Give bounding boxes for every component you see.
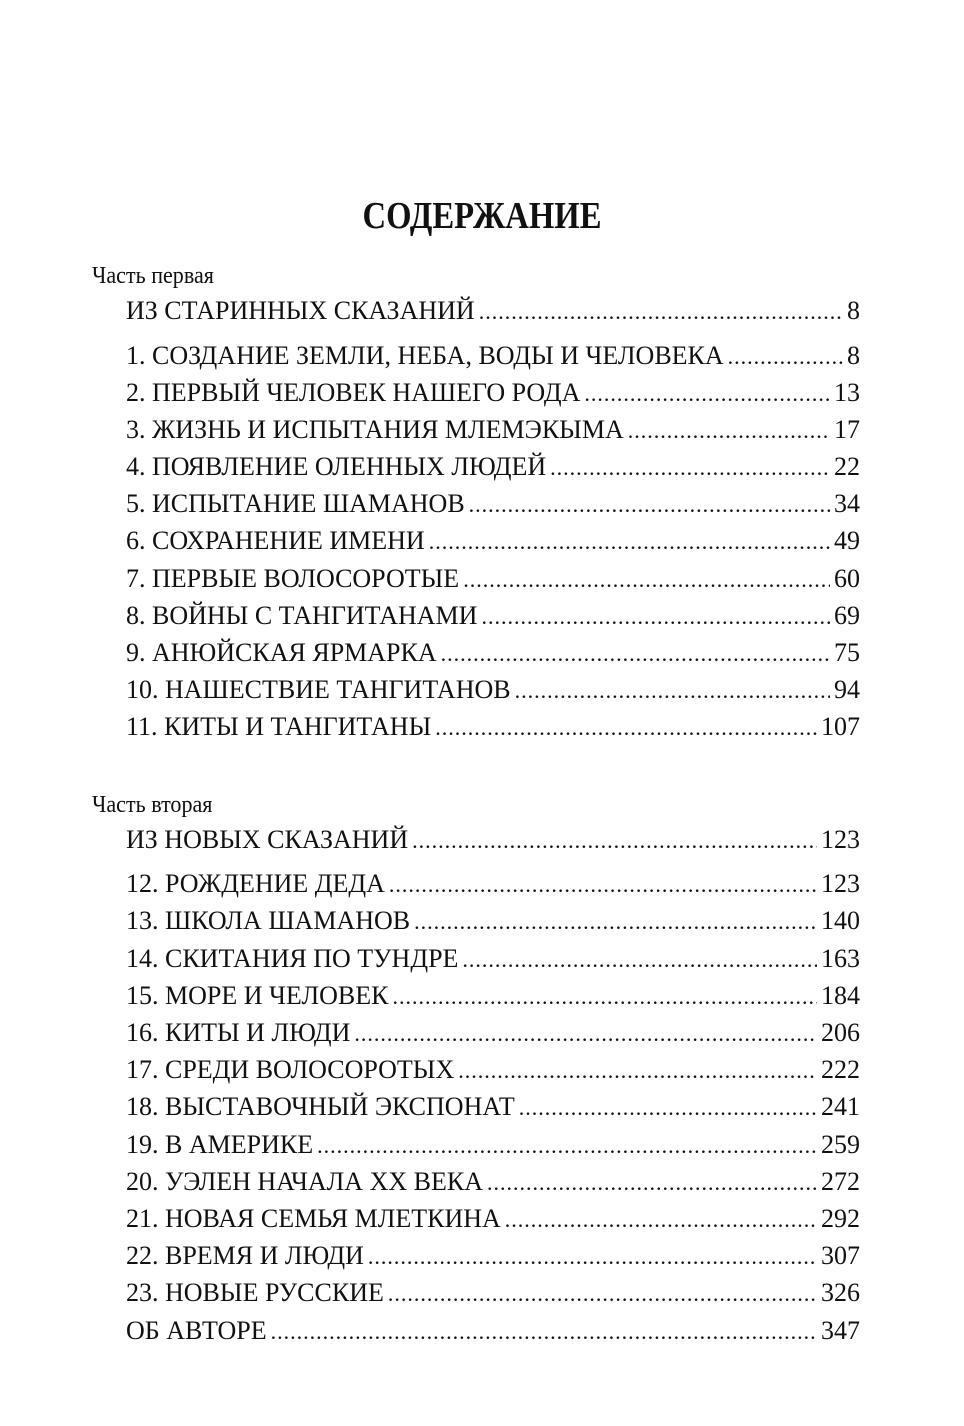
toc-section-heading[interactable] [126, 822, 860, 858]
toc-entry[interactable] [126, 941, 860, 977]
dot-leader [271, 1314, 817, 1350]
dot-leader [728, 339, 843, 375]
toc-entry[interactable] [126, 598, 860, 634]
toc-entry-title: 4. ПОЯВЛЕНИЕ ОЛЕННЫХ ЛЮДЕЙ [126, 452, 547, 481]
toc-entry-title: 10. НАШЕСТВИЕ ТАНГИТАНОВ [126, 675, 511, 704]
toc-entry[interactable] [126, 1015, 860, 1051]
toc-entry-title: 20. УЭЛЕН НАЧАЛА XX ВЕКА [126, 1167, 483, 1196]
toc-entry[interactable] [126, 1089, 860, 1125]
toc-page-number: 123 [821, 825, 860, 854]
toc-page-number: 69 [834, 601, 860, 630]
dot-leader [429, 524, 830, 560]
toc-entry[interactable] [126, 1313, 860, 1349]
dot-leader [414, 904, 817, 940]
page-title: СОДЕРЖАНИЕ [362, 195, 602, 237]
toc-page-number: 34 [834, 489, 860, 518]
dot-leader [519, 1090, 817, 1126]
dot-leader [505, 1202, 817, 1238]
toc-entry-title: 1. СОЗДАНИЕ ЗЕМЛИ, НЕБА, ВОДЫ И ЧЕЛОВЕКА [126, 341, 724, 370]
dot-leader [368, 1239, 817, 1275]
toc-entry[interactable] [126, 635, 860, 671]
dot-leader [469, 487, 830, 523]
dot-leader [584, 376, 830, 412]
toc-entry[interactable] [126, 523, 860, 559]
toc-entry[interactable] [126, 1238, 860, 1274]
toc-page-number: 140 [821, 906, 860, 935]
toc-page-number: 326 [821, 1278, 860, 1307]
toc-page-number: 94 [834, 675, 860, 704]
toc-entry[interactable] [126, 449, 860, 485]
toc-entry-title: 15. МОРЕ И ЧЕЛОВЕК [126, 981, 389, 1010]
toc-entry-title: 8. ВОЙНЫ С ТАНГИТАНАМИ [126, 601, 478, 630]
toc-entry-title: 6. СОХРАНЕНИЕ ИМЕНИ [126, 526, 425, 555]
toc-entry-title: 2. ПЕРВЫЙ ЧЕЛОВЕК НАШЕГО РОДА [126, 378, 581, 407]
toc-section-title: ИЗ НОВЫХ СКАЗАНИЙ [126, 825, 409, 854]
toc-page-number: 259 [821, 1130, 860, 1159]
toc-entry[interactable] [126, 978, 860, 1014]
toc-page-number: 17 [834, 415, 860, 444]
dot-leader [412, 823, 817, 859]
toc-entry-title: 16. КИТЫ И ЛЮДИ [126, 1018, 351, 1047]
toc-entry-title: 7. ПЕРВЫЕ ВОЛОСОРОТЫЕ [126, 564, 460, 593]
toc-entry-title: 21. НОВАЯ СЕМЬЯ МЛЕТКИНА [126, 1204, 501, 1233]
toc-entry[interactable] [126, 672, 860, 708]
toc-page-number: 292 [821, 1204, 860, 1233]
toc-entry-title: 22. ВРЕМЯ И ЛЮДИ [126, 1241, 364, 1270]
toc-page-number: 49 [834, 526, 860, 555]
dot-leader [463, 562, 830, 598]
dot-leader [462, 942, 817, 978]
toc-entry[interactable] [126, 1164, 860, 1200]
toc-page-number: 60 [834, 564, 860, 593]
toc-entry[interactable] [126, 486, 860, 522]
dot-leader [515, 673, 830, 709]
dot-leader [487, 1165, 817, 1201]
toc-entry-title: 3. ЖИЗНЬ И ИСПЫТАНИЯ МЛЕМЭКЫМА [126, 415, 624, 444]
dot-leader [389, 867, 817, 903]
toc-page-number: 13 [834, 378, 860, 407]
toc-page-number: 8 [847, 341, 860, 370]
toc-entry[interactable] [126, 709, 860, 745]
dot-leader [481, 599, 830, 635]
toc-page-number: 241 [821, 1092, 860, 1121]
toc-entry-title: ОБ АВТОРЕ [126, 1316, 267, 1345]
toc-page-number: 307 [821, 1241, 860, 1270]
toc-entry[interactable] [126, 1127, 860, 1163]
toc-page-number: 22 [834, 452, 860, 481]
dot-leader [441, 636, 830, 672]
toc-page-number: 163 [821, 944, 860, 973]
toc-entry-title: 5. ИСПЫТАНИЕ ШАМАНОВ [126, 489, 465, 518]
toc-page-number: 184 [821, 981, 860, 1010]
toc-entry-title: 19. В АМЕРИКЕ [126, 1130, 314, 1159]
toc-entry[interactable] [126, 866, 860, 902]
dot-leader [317, 1128, 817, 1164]
dot-leader [435, 710, 817, 746]
toc-section-title: ИЗ СТАРИННЫХ СКАЗАНИЙ [126, 296, 475, 325]
toc-entry[interactable] [126, 561, 860, 597]
dot-leader [458, 1053, 817, 1089]
toc-page-number: 272 [821, 1167, 860, 1196]
toc-page-number: 75 [834, 638, 860, 667]
toc-entry-title: 14. СКИТАНИЯ ПО ТУНДРЕ [126, 944, 459, 973]
part-label-1: Часть первая [92, 263, 214, 289]
dot-leader [392, 979, 817, 1015]
toc-entry[interactable] [126, 1275, 860, 1311]
part-label-2: Часть вторая [92, 792, 213, 818]
toc-entry-title: 23. НОВЫЕ РУССКИЕ [126, 1278, 384, 1307]
toc-page-number: 107 [821, 712, 860, 741]
dot-leader [388, 1276, 817, 1312]
toc-entry-title: 11. КИТЫ И ТАНГИТАНЫ [126, 712, 432, 741]
toc-entry-title: 13. ШКОЛА ШАМАНОВ [126, 906, 411, 935]
toc-entry[interactable] [126, 903, 860, 939]
toc-section-heading[interactable] [126, 293, 860, 329]
toc-entry-title: 9. АНЮЙСКАЯ ЯРМАРКА [126, 638, 437, 667]
toc-page-number: 347 [821, 1316, 860, 1345]
toc-page-number: 206 [821, 1018, 860, 1047]
toc-page-number: 222 [821, 1055, 860, 1084]
toc-entry[interactable] [126, 412, 860, 448]
dot-leader [354, 1016, 817, 1052]
toc-entry-title: 12. РОЖДЕНИЕ ДЕДА [126, 869, 385, 898]
toc-entry[interactable] [126, 375, 860, 411]
toc-entry[interactable] [126, 338, 860, 374]
dot-leader [628, 413, 830, 449]
toc-entry-title: 17. СРЕДИ ВОЛОСОРОТЫХ [126, 1055, 455, 1084]
dot-leader [550, 450, 830, 486]
toc-entry[interactable] [126, 1201, 860, 1237]
dot-leader [479, 294, 843, 330]
toc-entry-title: 18. ВЫСТАВОЧНЫЙ ЭКСПОНАТ [126, 1092, 515, 1121]
toc-page-number: 8 [847, 296, 860, 325]
toc-page-number: 123 [821, 869, 860, 898]
toc-entry[interactable] [126, 1052, 860, 1088]
